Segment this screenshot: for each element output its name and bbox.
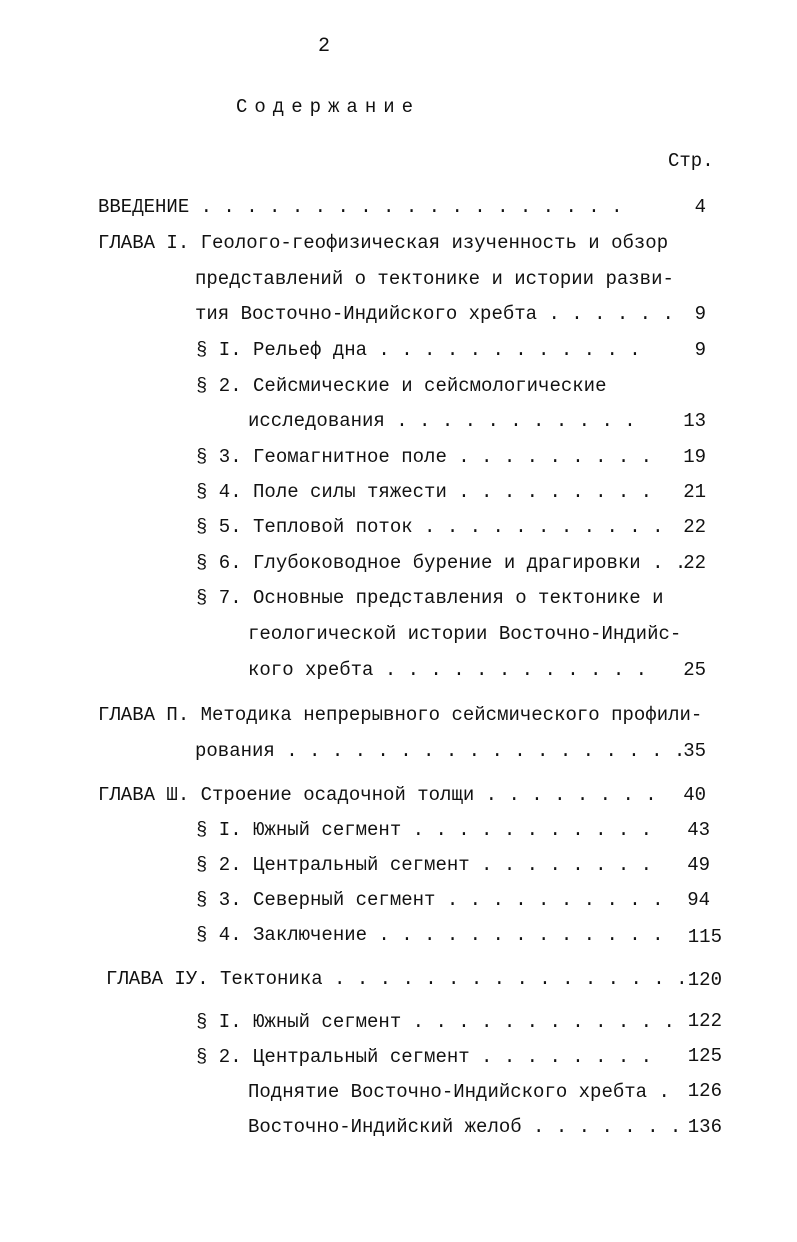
toc-line: ГЛАВА Ш. Строение осадочной толщи . . . . . . . . — [98, 784, 657, 806]
toc-line: рования . . . . . . . . . . . . . . . . . . — [195, 740, 686, 762]
toc-page: 40 — [683, 784, 706, 806]
toc-line: ГЛАВА П. Методика непрерывного сейсмического профили- — [98, 704, 703, 726]
toc-page: 43 — [687, 819, 710, 841]
toc-line: Поднятие Восточно-Индийского хребта . — [248, 1081, 670, 1103]
toc-line: § 3. Северный сегмент . . . . . . . . . . — [196, 889, 664, 911]
toc-page: 25 — [683, 659, 706, 681]
toc-page: 35 — [683, 740, 706, 762]
toc-line: § 2. Центральный сегмент . . . . . . . . — [196, 854, 653, 876]
toc-line: § I. Южный сегмент . . . . . . . . . . . . — [196, 1011, 675, 1033]
toc-page: 22 — [683, 552, 706, 574]
page-column-label: Стр. — [668, 150, 714, 172]
toc-line: § 4. Заключение . . . . . . . . . . . . . — [196, 924, 664, 946]
toc-line: § 2. Центральный сегмент . . . . . . . . — [196, 1046, 653, 1068]
toc-page: 19 — [683, 446, 706, 468]
toc-line: кого хребта . . . . . . . . . . . . — [248, 659, 648, 681]
page-title: Содержание — [236, 96, 421, 118]
toc-line: § 7. Основные представления о тектонике и — [196, 587, 664, 609]
page-number: 2 — [318, 35, 331, 58]
toc-line: исследования . . . . . . . . . . . — [248, 410, 636, 432]
toc-page: 21 — [683, 481, 706, 503]
toc-line: § I. Южный сегмент . . . . . . . . . . . — [196, 819, 653, 841]
toc-line: § 3. Геомагнитное поле . . . . . . . . . — [196, 446, 653, 468]
toc-page: 136 — [687, 1116, 722, 1138]
toc-line: § 6. Глубоководное бурение и драгировки . . — [196, 552, 687, 574]
toc-page: 4 — [694, 196, 706, 218]
toc-page: 126 — [687, 1080, 722, 1102]
toc-line: ГЛАВА IУ. Тектоника . . . . . . . . . . . . . . . . — [106, 968, 688, 990]
toc-line: § I. Рельеф дна . . . . . . . . . . . . — [196, 339, 641, 361]
toc-line: тия Восточно-Индийского хребта . . . . . . — [195, 303, 674, 325]
toc-line: представлений о тектонике и истории разви- — [195, 268, 674, 290]
toc-page: 9 — [694, 303, 706, 325]
toc-line: § 5. Тепловой поток . . . . . . . . . . . — [196, 516, 664, 538]
toc-page: 9 — [694, 339, 706, 361]
toc-page: 49 — [687, 854, 710, 876]
toc-page: 125 — [687, 1045, 722, 1067]
toc-line: ГЛАВА I. Геолого-геофизическая изученность и обзор — [98, 232, 669, 254]
toc-page: 122 — [687, 1010, 722, 1032]
toc-line: Восточно-Индийский желоб . . . . . . . — [248, 1116, 682, 1138]
toc-page: 13 — [683, 410, 706, 432]
toc-line: ВВЕДЕНИЕ . . . . . . . . . . . . . . . . . . . — [98, 196, 623, 218]
toc-line: § 4. Поле силы тяжести . . . . . . . . . — [196, 481, 653, 503]
toc-page: 22 — [683, 516, 706, 538]
toc-line: § 2. Сейсмические и сейсмологические — [196, 375, 607, 397]
toc-page: 120 — [687, 969, 722, 991]
toc-page: 115 — [687, 926, 722, 948]
toc-page: 94 — [687, 889, 710, 911]
toc-line: геологической истории Восточно-Индийс- — [248, 623, 682, 645]
